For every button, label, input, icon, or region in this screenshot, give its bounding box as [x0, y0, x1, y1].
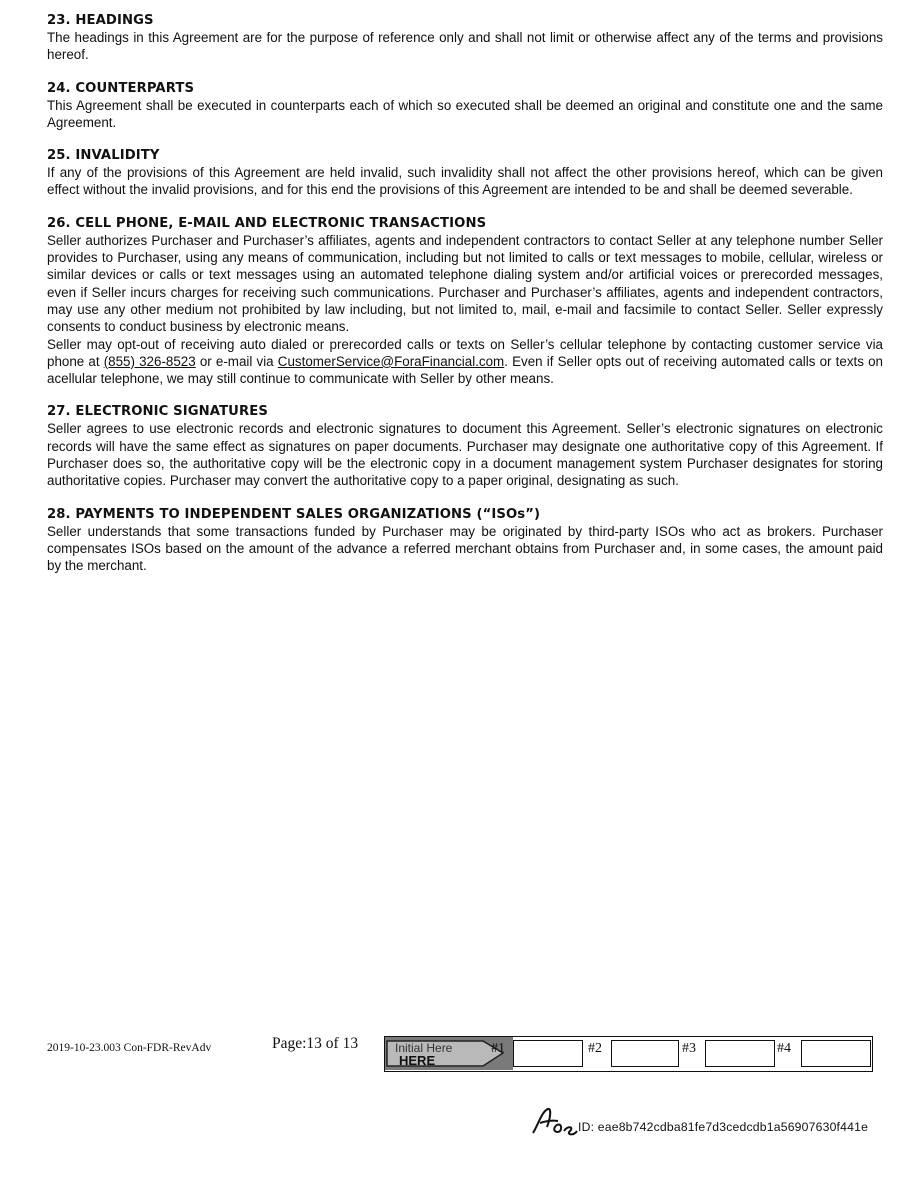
- signature-mark-icon: [530, 1105, 580, 1143]
- initial-slot-2-label: #2: [588, 1041, 602, 1056]
- initial-slot-1-label: #1: [491, 1041, 505, 1056]
- here-label: HERE: [399, 1053, 436, 1068]
- section-text: Seller authorizes Purchaser and Purchaser’s affiliates, agents and independent contractors to contact Seller at any telephone number Seller provides to Purchaser, using any means of communication, including but not limited to calls or text messages to mobile, cellular, wireless or similar devices or calls or text messages using an automated telephone dialing system and/or artificial voices or prerecorded messages, even if Seller incurs charges for receiving such communications. Purchaser and Purchaser’s affiliates, agents and independent contractors, may use any other medium not prohibited by law including, but not limited to, mail, e-mail and facsimile to contact Seller. Seller expressly consents to conduct business by electronic means.: [47, 232, 883, 335]
- signature-id: ID: eae8b742cdba81fe7d3cedcdb1a56907630f441e: [578, 1120, 869, 1134]
- customer-service-email-link[interactable]: CustomerService@ForaFinancial.com: [277, 353, 505, 369]
- opt-out-middle: or e-mail via: [195, 353, 278, 369]
- section-electronic-signatures: [47, 403, 883, 489]
- initial-slot-4[interactable]: [801, 1040, 871, 1067]
- page-number: Page:13 of 13: [272, 1035, 359, 1052]
- section-invalidity: [47, 147, 883, 199]
- section-headings: [47, 12, 883, 64]
- opt-out-outro: . Even if Seller opts out of receiving automated calls or texts on acellular telephone, we may still continue to communicate with Seller by other means.: [47, 353, 883, 387]
- section-heading: 25. INVALIDITY: [47, 148, 160, 164]
- signature-area: [530, 1105, 890, 1145]
- section-counterparts: [47, 80, 883, 132]
- opt-out-text: [47, 336, 883, 388]
- opt-out-intro: Seller may opt-out of receiving auto dialed or prerecorded calls or texts on Seller’s cellular telephone by contacting customer service via phone at: [47, 336, 883, 369]
- document-body: [47, 12, 883, 591]
- initials-strip: [384, 1036, 873, 1072]
- section-text: This Agreement shall be executed in counterparts each of which so executed shall be deemed an original and constitute one and the same Agreement.: [47, 97, 883, 130]
- page-footer: [0, 1030, 918, 1090]
- customer-service-phone-link[interactable]: (855) 326-8523: [103, 353, 196, 369]
- section-heading: 27. ELECTRONIC SIGNATURES: [47, 404, 268, 420]
- initial-slot-3[interactable]: [705, 1040, 775, 1067]
- section-heading: 28. PAYMENTS TO INDEPENDENT SALES ORGANIZATIONS (“ISOs”): [47, 506, 541, 522]
- section-text: Seller agrees to use electronic records and electronic signatures to document this Agreement. Seller’s electronic signatures on electronic records will have the same effect as signatures on paper documents. Purchaser may designate one authoritative copy of this Agreement. If Purchaser does so, the authoritative copy will be the electronic copy in a document management system Purchaser designates for storing authoritative copies. Purchaser may convert the authoritative copy to a paper original, designating as such.: [47, 421, 883, 489]
- initial-slot-1[interactable]: [513, 1040, 583, 1067]
- section-text: The headings in this Agreement are for the purpose of reference only and shall not limit or otherwise affect any of the terms and provisions hereof.: [47, 30, 883, 63]
- section-heading: 23. HEADINGS: [47, 13, 154, 28]
- section-text: Seller understands that some transactions funded by Purchaser may be originated by third-party ISOs who act as brokers. Purchaser compensates ISOs based on the amount of the advance a referred merchant obtains from Purchaser and, in some cases, the amount paid by the merchant.: [47, 523, 883, 574]
- initial-here-label: Initial Here: [395, 1041, 453, 1055]
- section-electronic-transactions: [47, 215, 883, 388]
- initial-slot-3-label: #3: [682, 1041, 696, 1056]
- section-heading: 24. COUNTERPARTS: [47, 80, 195, 96]
- initial-slot-2[interactable]: [611, 1040, 679, 1067]
- initial-slot-4-label: #4: [777, 1041, 791, 1056]
- section-iso-payments: [47, 506, 883, 575]
- section-text: If any of the provisions of this Agreement are held invalid, such invalidity shall not affect the other provisions hereof, which can be given effect without the invalid provisions, and for this end the provisions of this Agreement are intended to be and shall be deemed severable.: [47, 165, 883, 198]
- section-heading: 26. CELL PHONE, E-MAIL AND ELECTRONIC TRANSACTIONS: [47, 215, 487, 231]
- form-code: 2019-10-23.003 Con-FDR-RevAdv: [47, 1042, 212, 1054]
